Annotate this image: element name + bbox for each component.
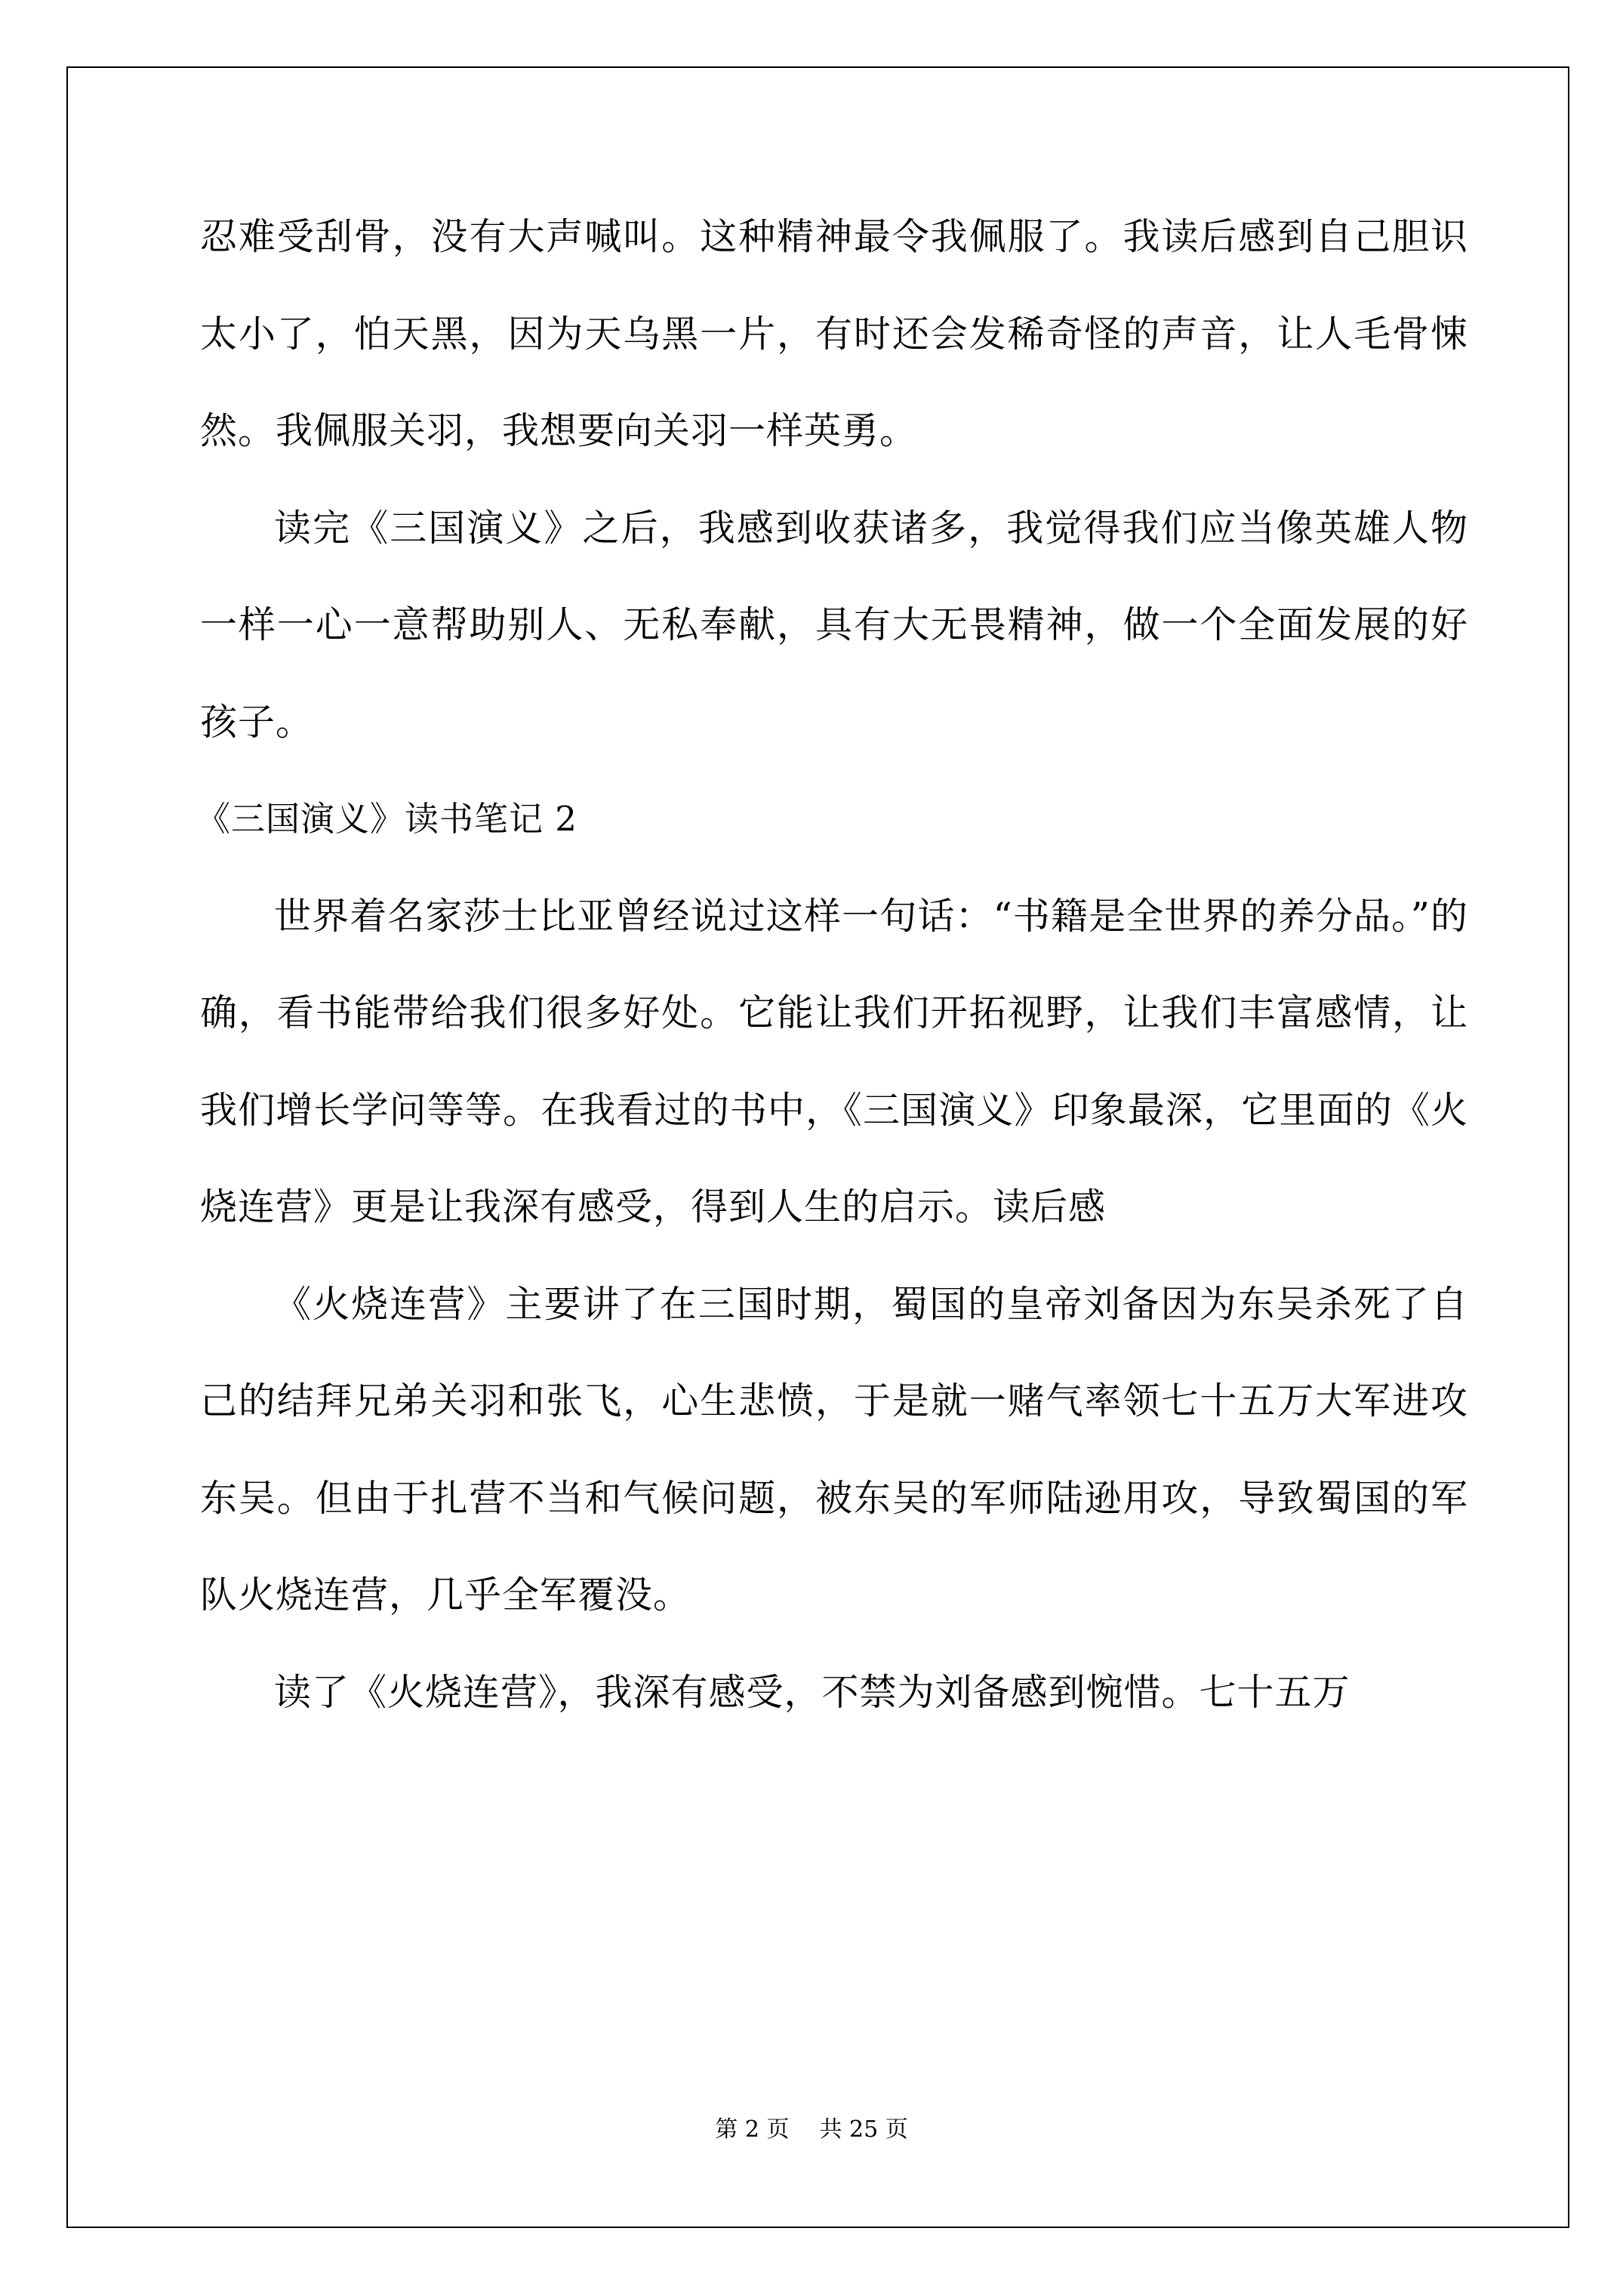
paragraph: 读完《三国演义》之后，我感到收获诸多，我觉得我们应当像英雄人物一样一心一意帮助别人、无私奉献，具有大无畏精神，做一个全面发展的好孩子。 — [200, 506, 1468, 744]
document-body — [196, 189, 1468, 1741]
page-total: 共 25 页 — [819, 2116, 908, 2143]
paragraph: 《火烧连营》主要讲了在三国时期，蜀国的皇帝刘备因为东吴杀死了自己的结拜兄弟关羽和张飞，心生悲愤，于是就一赌气率领七十五万大军进攻东吴。但由于扎营不当和气候问题，被东吴的军师陆逊用攻，导致蜀国的军队火烧连营，几乎全军覆没。 — [200, 1282, 1468, 1616]
section-title: 《三国演义》读书笔记 2 — [196, 799, 577, 839]
page-number: 第 2 页 — [715, 2116, 790, 2143]
page-footer — [0, 2110, 1623, 2143]
paragraph: 世界着名家莎士比亚曾经说过这样一句话：“书籍是全世界的养分品。”的确，看书能带给我们很多好处。它能让我们开拓视野，让我们丰富感情，让我们增长学问等等。在我看过的书中，《三国演义》印象最深，它里面的《火烧连营》更是让我深有感受，得到人生的启示。读后感 — [200, 894, 1468, 1228]
paragraph: 忍难受刮骨，没有大声喊叫。这种精神最令我佩服了。我读后感到自己胆识太小了，怕天黑，因为天乌黑一片，有时还会发稀奇怪的声音，让人毛骨悚然。我佩服关羽，我想要向关羽一样英勇。 — [200, 215, 1468, 452]
paragraph: 读了《火烧连营》，我深有感受，不禁为刘备感到惋惜。七十五万 — [274, 1670, 1350, 1714]
